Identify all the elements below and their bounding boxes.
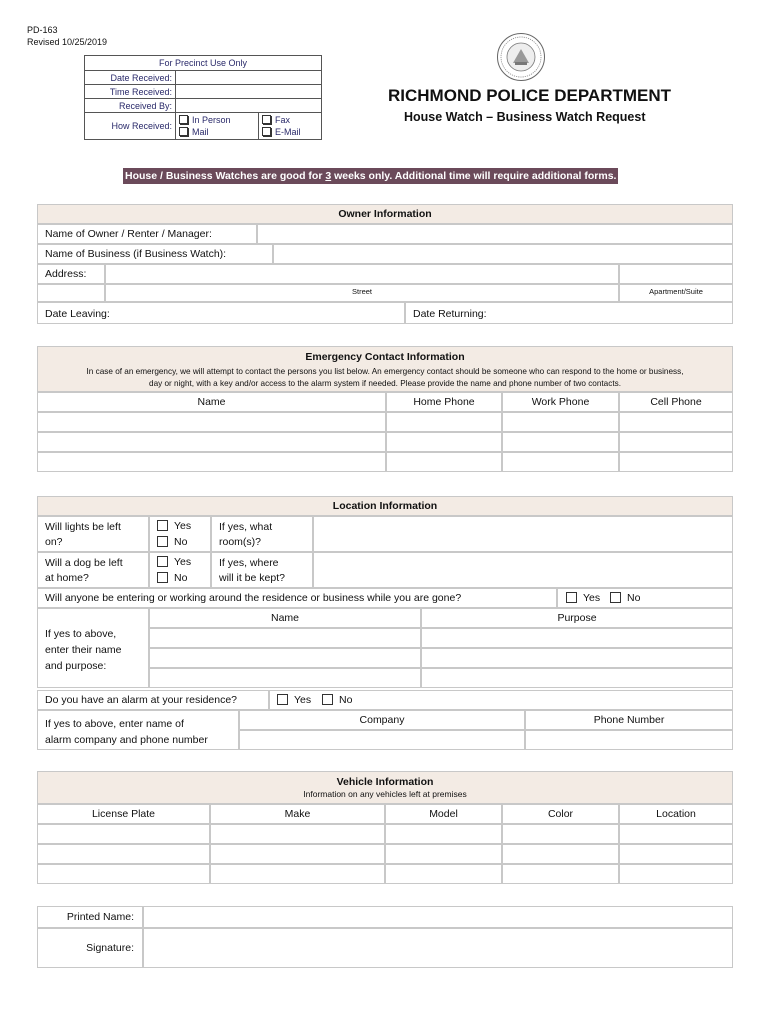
vehicle-entry-field[interactable] [502, 864, 619, 884]
vehicle-column-header: License Plate [37, 804, 210, 824]
form-id-block [27, 24, 107, 48]
emergency-contact-entry-field[interactable] [37, 452, 386, 472]
dog-question-cell: Will a dog be left at home? [37, 552, 149, 588]
vehicle-column-header: Make [210, 804, 385, 824]
city-seal-icon [496, 32, 546, 82]
apt-caption-cell [619, 284, 733, 302]
owner-section-header: Owner Information [37, 204, 733, 224]
alarm-company-field[interactable] [239, 730, 525, 750]
fax-option[interactable]: Fax [262, 114, 320, 126]
vehicle-entry-field[interactable] [37, 864, 210, 884]
emergency-section-header: Emergency Contact Information In case of an emergency, we will attempt to contact the persons you list below. An emergency contact should be someone who can respond to the home or business, day or night, with a key and/or access to the alarm system if needed. Please provide the name and phone number of two contacts. [37, 346, 733, 392]
checkbox-icon [262, 115, 271, 124]
lights-no-checkbox[interactable] [157, 536, 168, 547]
vehicle-entry-field[interactable] [37, 824, 210, 844]
vehicle-column-header: Model [385, 804, 502, 824]
address-label-cell: Address: [37, 264, 105, 284]
visitor-name-field[interactable] [149, 668, 421, 688]
visitor-name-field[interactable] [149, 648, 421, 668]
alarm-question-cell: Do you have an alarm at your residence? [37, 690, 269, 710]
how-received-label: How Received: [85, 113, 176, 140]
emergency-contact-entry-field[interactable] [37, 412, 386, 432]
vehicle-entry-field[interactable] [502, 844, 619, 864]
vehicle-entry-field[interactable] [619, 844, 733, 864]
anyone-question-cell: Will anyone be entering or working around the residence or business while you are gone? [37, 588, 557, 608]
business-name-label-cell: Name of Business (if Business Watch): [37, 244, 273, 264]
emergency-contact-column-header: Cell Phone [619, 392, 733, 412]
precinct-title: For Precinct Use Only [85, 56, 322, 71]
emergency-contact-entry-field[interactable] [386, 452, 502, 472]
lights-rooms-field[interactable] [313, 516, 733, 552]
dog-yes-checkbox[interactable] [157, 556, 168, 567]
if-yes-names-cell: If yes to above, enter their name and purpose: [37, 608, 149, 688]
name-column-header: Name [149, 608, 421, 628]
email-option[interactable]: E-Mail [262, 126, 320, 138]
checkbox-icon [179, 127, 188, 136]
purpose-column-header: Purpose [421, 608, 733, 628]
vehicle-entry-field[interactable] [385, 844, 502, 864]
dog-no-checkbox[interactable] [157, 572, 168, 583]
emergency-contact-column-header: Home Phone [386, 392, 502, 412]
vehicle-subtitle: Information on any vehicles left at premises [303, 789, 467, 799]
checkbox-icon [179, 115, 188, 124]
alarm-yes-checkbox[interactable] [277, 694, 288, 705]
time-received-field[interactable] [176, 85, 322, 99]
owner-name-field[interactable] [257, 224, 733, 244]
signature-label-cell: Signature: [37, 928, 143, 968]
weeks-count: 3 [325, 170, 332, 182]
dog-yes-no-cell: Yes No [149, 552, 211, 588]
emergency-contact-column-header: Work Phone [502, 392, 619, 412]
dog-location-field[interactable] [313, 552, 733, 588]
validity-banner: House / Business Watches are good for 3 weeks only. Additional time will require additional forms. [125, 170, 617, 182]
owner-name-label-cell: Name of Owner / Renter / Manager: [37, 224, 257, 244]
emergency-contact-entry-field[interactable] [502, 412, 619, 432]
emergency-contact-entry-field[interactable] [37, 432, 386, 452]
emergency-contact-entry-field[interactable] [619, 432, 733, 452]
vehicle-entry-field[interactable] [385, 864, 502, 884]
emergency-contact-column-header: Name [37, 392, 386, 412]
street-caption: Street [351, 287, 372, 296]
phone-column-header: Phone Number [525, 710, 733, 730]
lights-followup-cell: If yes, what room(s)? [211, 516, 313, 552]
vehicle-entry-field[interactable] [502, 824, 619, 844]
form-id: PD-163 [27, 25, 58, 35]
alarm-no-checkbox[interactable] [322, 694, 333, 705]
printed-name-field[interactable] [143, 906, 733, 928]
visitor-name-field[interactable] [149, 628, 421, 648]
company-column-header: Company [239, 710, 525, 730]
apt-caption: Apartment/Suite [649, 287, 703, 296]
in-person-option[interactable]: In Person [179, 114, 257, 126]
mail-option[interactable]: Mail [179, 126, 257, 138]
alarm-company-question-cell: If yes to above, enter name of alarm company and phone number [37, 710, 239, 750]
visitor-purpose-field[interactable] [421, 648, 733, 668]
visitor-purpose-field[interactable] [421, 628, 733, 648]
revised-date: Revised 10/25/2019 [27, 37, 108, 47]
date-received-field[interactable] [176, 71, 322, 85]
time-received-label: Time Received: [85, 85, 176, 99]
street-field[interactable] [105, 264, 619, 284]
lights-question-cell: Will lights be left on? [37, 516, 149, 552]
vehicle-entry-field[interactable] [210, 864, 385, 884]
printed-name-label-cell: Printed Name: [37, 906, 143, 928]
alarm-yes-no-cell: Yes No [269, 690, 733, 710]
signature-field[interactable] [143, 928, 733, 968]
received-by-field[interactable] [176, 99, 322, 113]
vehicle-column-header: Color [502, 804, 619, 824]
apartment-field[interactable] [619, 264, 733, 284]
received-by-label: Received By: [85, 99, 176, 113]
vehicle-entry-field[interactable] [619, 864, 733, 884]
emergency-contact-entry-field[interactable] [386, 412, 502, 432]
emergency-note: In case of an emergency, we will attempt to contact the persons you list below. An emergency contact should be someone who can respond to the home or business, day or night, with a key and/or access to the alarm system if needed. Please provide the name and phone number of two contacts. [86, 367, 684, 388]
business-name-field[interactable] [273, 244, 733, 264]
emergency-contact-entry-field[interactable] [502, 452, 619, 472]
location-section-header: Location Information [37, 496, 733, 516]
form-subtitle: House Watch – Business Watch Request [404, 110, 646, 124]
vehicle-column-header: Location [619, 804, 733, 824]
visitor-purpose-field[interactable] [421, 668, 733, 688]
vehicle-entry-field[interactable] [385, 824, 502, 844]
street-caption-cell [105, 284, 619, 302]
emergency-contact-entry-field[interactable] [619, 452, 733, 472]
vehicle-entry-field[interactable] [37, 844, 210, 864]
lights-yes-checkbox[interactable] [157, 520, 168, 531]
emergency-contact-entry-field[interactable] [502, 432, 619, 452]
emergency-contact-entry-field[interactable] [386, 432, 502, 452]
dog-followup-cell: If yes, where will it be kept? [211, 552, 313, 588]
department-title: RICHMOND POLICE DEPARTMENT [388, 86, 672, 105]
vehicle-entry-field[interactable] [210, 844, 385, 864]
anyone-yes-no-cell: Yes No [557, 588, 733, 608]
precinct-box [84, 55, 322, 140]
vehicle-entry-field[interactable] [210, 824, 385, 844]
anyone-no-checkbox[interactable] [610, 592, 621, 603]
vehicle-entry-field[interactable] [619, 824, 733, 844]
lights-yes-no-cell: Yes No [149, 516, 211, 552]
alarm-phone-field[interactable] [525, 730, 733, 750]
anyone-yes-checkbox[interactable] [566, 592, 577, 603]
checkbox-icon [262, 127, 271, 136]
vehicle-section-header: Vehicle Information Information on any vehicles left at premises [37, 771, 733, 804]
address-spacer [37, 284, 105, 302]
date-received-label: Date Received: [85, 71, 176, 85]
emergency-contact-entry-field[interactable] [619, 412, 733, 432]
date-leaving-field[interactable]: Date Leaving: [37, 302, 405, 324]
date-returning-field[interactable]: Date Returning: [405, 302, 733, 324]
